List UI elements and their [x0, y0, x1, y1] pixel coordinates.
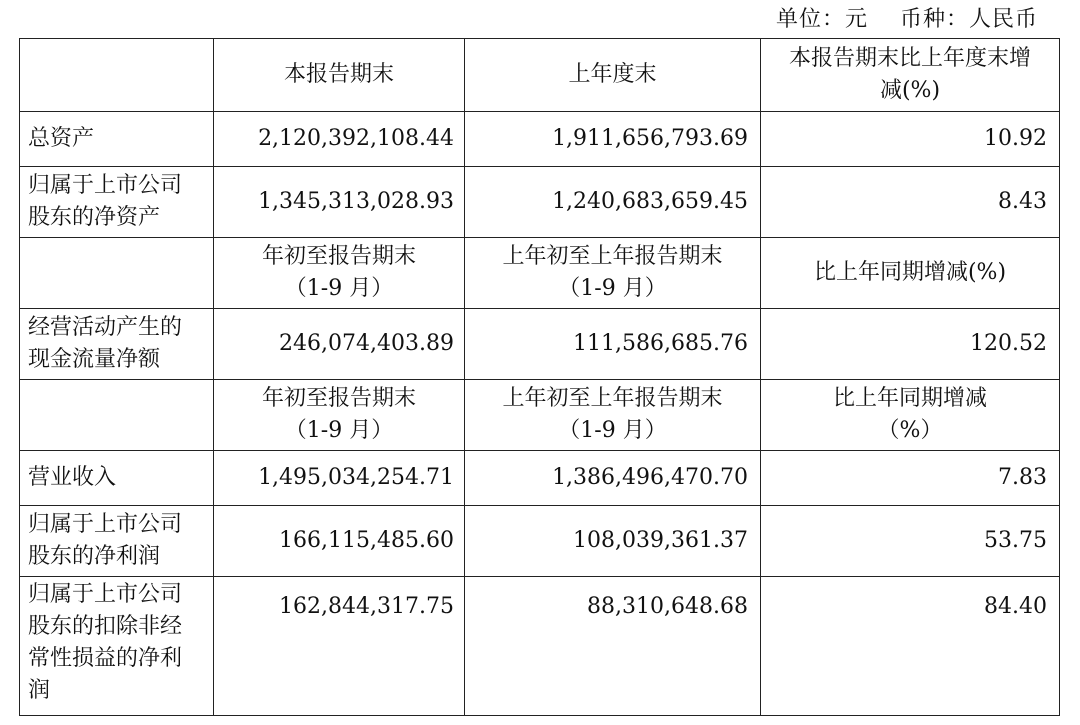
value-cell: 162,844,317.75 — [214, 577, 465, 716]
value-cell: 166,115,485.60 — [214, 506, 465, 577]
header-change-percent: 本报告期末比上年度末增 减(%) — [761, 39, 1060, 112]
header-ytd-period: 年初至报告期末 （1-9 月） — [214, 380, 465, 451]
table-row — [20, 451, 1060, 506]
header-yoy-change-percent: 比上年同期增减 （%） — [761, 380, 1060, 451]
value-cell: 120.52 — [761, 309, 1060, 380]
value-cell: 1,345,313,028.93 — [214, 167, 465, 238]
table-subheader-row — [20, 380, 1060, 451]
value-cell: 10.92 — [761, 112, 1060, 167]
row-label: 归属于上市公司 股东的扣除非经 常性损益的净利 润 — [20, 577, 214, 716]
table-header-row — [20, 39, 1060, 112]
value-cell: 1,911,656,793.69 — [465, 112, 761, 167]
table-subheader-row — [20, 238, 1060, 309]
header-empty-cell — [20, 39, 214, 112]
header-prior-year-end: 上年度末 — [465, 39, 761, 112]
row-label: 经营活动产生的 现金流量净额 — [20, 309, 214, 380]
financial-data-table — [19, 38, 1060, 716]
header-prior-ytd-period: 上年初至上年报告期末 （1-9 月） — [465, 380, 761, 451]
value-cell: 1,495,034,254.71 — [214, 451, 465, 506]
header-yoy-change-percent: 比上年同期增减(%) — [761, 238, 1060, 309]
table-row — [20, 167, 1060, 238]
header-empty-cell — [20, 380, 214, 451]
row-label: 营业收入 — [20, 451, 214, 506]
value-cell: 88,310,648.68 — [465, 577, 761, 716]
value-cell: 111,586,685.76 — [465, 309, 761, 380]
table-row — [20, 577, 1060, 716]
value-cell: 8.43 — [761, 167, 1060, 238]
value-cell: 53.75 — [761, 506, 1060, 577]
row-label: 归属于上市公司 股东的净利润 — [20, 506, 214, 577]
row-label: 总资产 — [20, 112, 214, 167]
header-empty-cell — [20, 238, 214, 309]
header-ytd-period: 年初至报告期末 （1-9 月） — [214, 238, 465, 309]
value-cell: 108,039,361.37 — [465, 506, 761, 577]
value-cell: 84.40 — [761, 577, 1060, 716]
unit-currency-note: 单位：元 币种：人民币 — [776, 7, 1038, 32]
table-row — [20, 506, 1060, 577]
value-cell: 2,120,392,108.44 — [214, 112, 465, 167]
table-row — [20, 112, 1060, 167]
value-cell: 7.83 — [761, 451, 1060, 506]
value-cell: 1,386,496,470.70 — [465, 451, 761, 506]
value-cell: 1,240,683,659.45 — [465, 167, 761, 238]
header-prior-ytd-period: 上年初至上年报告期末 （1-9 月） — [465, 238, 761, 309]
row-label: 归属于上市公司 股东的净资产 — [20, 167, 214, 238]
header-current-period-end: 本报告期末 — [214, 39, 465, 112]
table-row — [20, 309, 1060, 380]
value-cell: 246,074,403.89 — [214, 309, 465, 380]
